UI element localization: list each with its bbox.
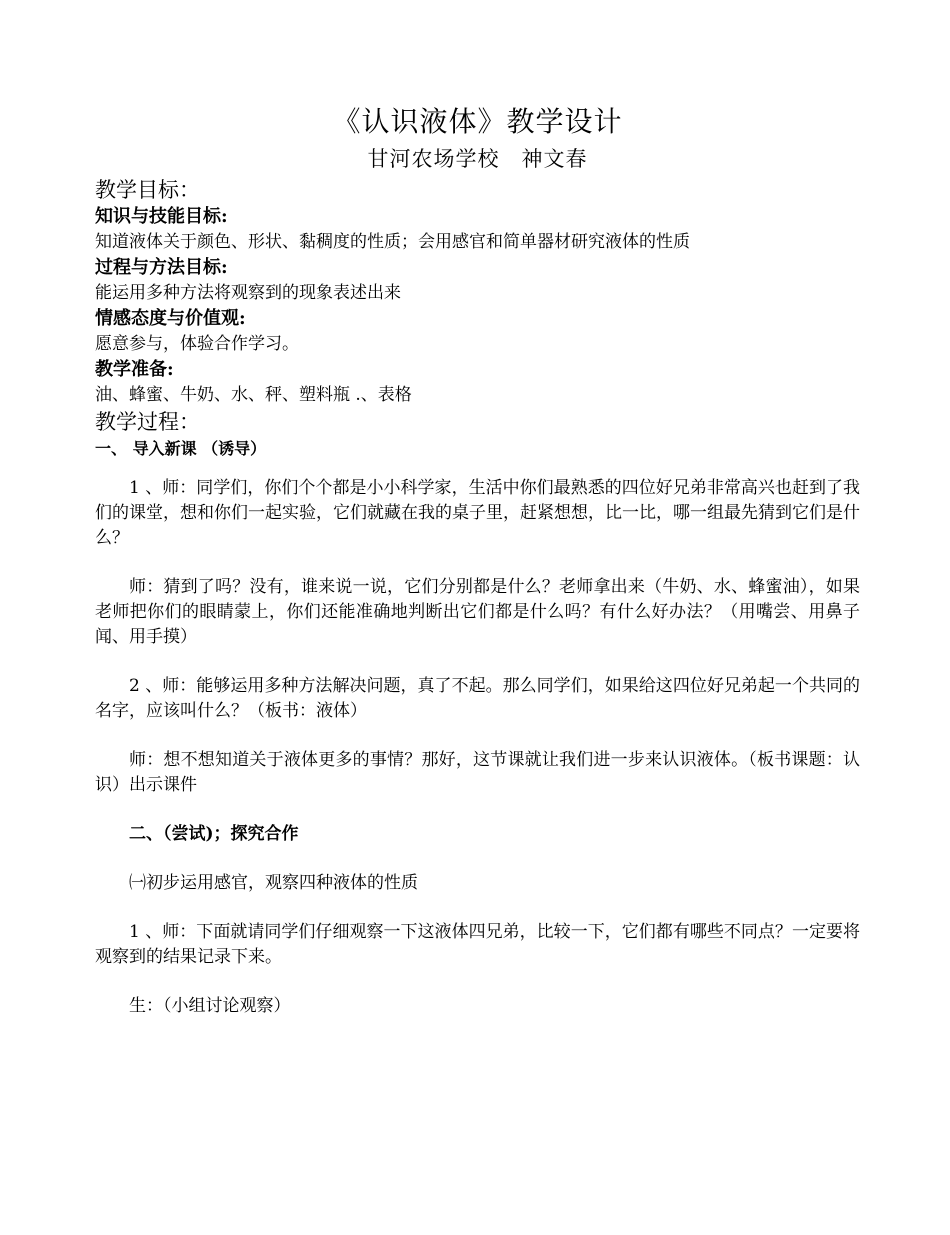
paragraph: 师：想不想知道关于液体更多的事情？那好，这节课就让我们进一步来认识液体。（板书课题：认识）出示课件 xyxy=(95,750,860,795)
preparation-text: 油、蜂蜜、牛奶、水、秤、塑料瓶 .、表格 xyxy=(95,385,412,405)
goals-heading: 教学目标： xyxy=(95,178,200,202)
process-heading: 教学过程： xyxy=(95,410,200,434)
paragraph: 1 、师：同学们，你们个个都是小小科学家，生活中你们最熟悉的四位好兄弟非常高兴也赶到了我们的课堂，想和你们一起实验，它们就藏在我的桌子里，赶紧想想，比一比，哪一组最先猜到它们是什么？ xyxy=(95,478,860,548)
paragraph: 生：（小组讨论观察） xyxy=(129,996,291,1016)
process-goal-heading: 过程与方法目标: xyxy=(95,257,228,278)
document-title: 《认识液体》教学设计 xyxy=(332,105,623,138)
document-page xyxy=(95,100,860,1043)
part2-subheading: ㈠初步运用感官，观察四种液体的性质 xyxy=(129,873,418,893)
emotion-heading: 情感态度与价值观: xyxy=(95,308,246,329)
paragraph: 师：猜到了吗？没有，谁来说一说，它们分别都是什么？老师拿出来（牛奶、水、蜂蜜油），如果老师把你们的眼睛蒙上，你们还能准确地判断出它们都是什么吗？有什么好办法？（用嘴尝、用鼻子闻、用手摸） xyxy=(95,577,860,647)
part1-heading: 一、 导入新课 （诱导） xyxy=(95,439,267,458)
knowledge-text: 知道液体关于颜色、形状、黏稠度的性质；会用感官和简单器材研究液体的性质 xyxy=(95,232,690,252)
process-goal-text: 能运用多种方法将观察到的现象表述出来 xyxy=(95,283,401,303)
knowledge-heading: 知识与技能目标: xyxy=(95,206,228,227)
paragraph: 2 、师：能够运用多种方法解决问题，真了不起。那么同学们，如果给这四位好兄弟起一个共同的名字，应该叫什么？（板书：液体） xyxy=(95,676,860,721)
emotion-text: 愿意参与，体验合作学习。 xyxy=(95,334,299,354)
part2-heading: 二、（尝试)；探究合作 xyxy=(129,824,299,844)
author-line: 甘河农场学校 神文春 xyxy=(367,147,588,171)
paragraph: 1 、师：下面就请同学们仔细观察一下这液体四兄弟，比较一下，它们都有哪些不同点？一定要将观察到的结果记录下来。 xyxy=(95,922,860,967)
preparation-heading: 教学准备: xyxy=(95,359,174,380)
